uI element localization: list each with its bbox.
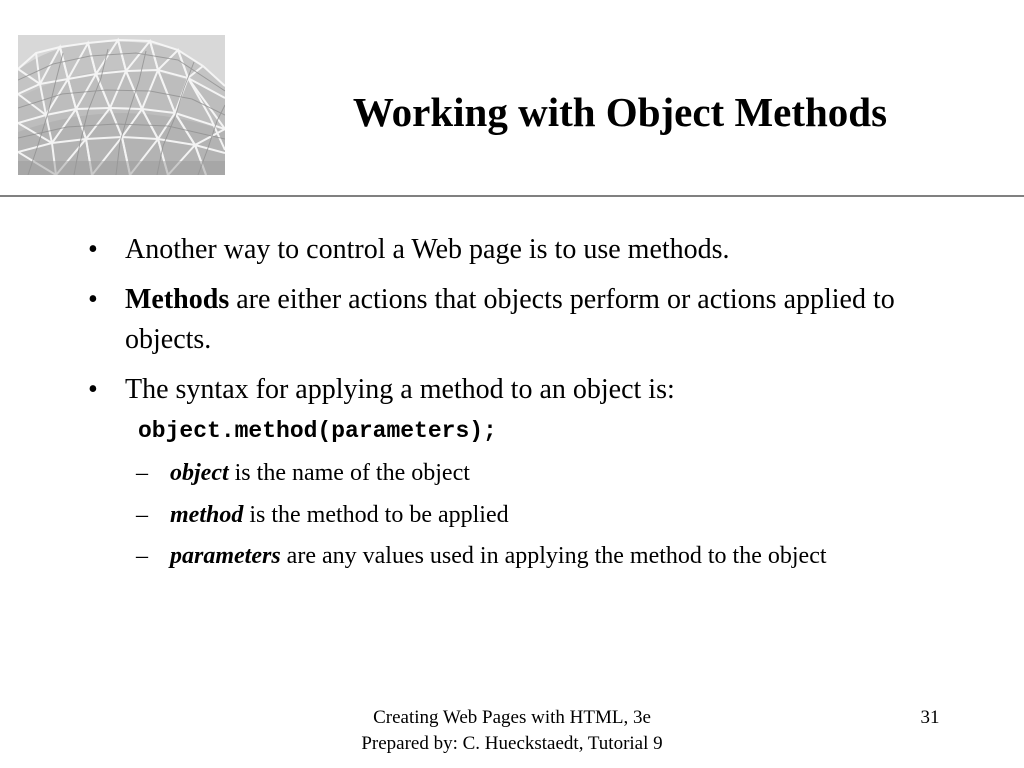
bullet-marker: •	[88, 234, 98, 265]
method-syntax-code: object.method(parameters);	[138, 418, 497, 444]
bullet-text: The syntax for applying a method to an object is:	[125, 374, 675, 405]
page-number: 31	[920, 707, 940, 728]
bullet-marker: •	[88, 374, 98, 405]
sub-bullet-marker: –	[136, 460, 148, 486]
sub-bullet-marker: –	[136, 502, 148, 528]
bullet-text	[125, 280, 935, 360]
method-definition: is the method to be applied	[243, 502, 509, 528]
bullet-text: Another way to control a Web page is to use methods.	[125, 234, 730, 265]
methods-term: Methods	[125, 284, 230, 315]
slide-title: Working with Object Methods	[352, 89, 888, 135]
object-term: object	[170, 460, 229, 486]
methods-definition: are either actions that objects perform or actions applied to objects.	[125, 284, 895, 355]
geodesic-dome-graphic	[18, 35, 225, 175]
parameters-term: parameters	[170, 543, 281, 569]
footer-course-line: Creating Web Pages with HTML, 3e	[373, 707, 651, 728]
title-divider	[0, 195, 1024, 197]
footer-author-line: Prepared by: C. Hueckstaedt, Tutorial 9	[361, 733, 663, 754]
geodesic-dome-photo-icon	[18, 35, 225, 175]
slide-footer	[300, 705, 724, 757]
object-definition: is the name of the object	[228, 460, 470, 486]
parameters-definition: are any values used in applying the method to the object	[280, 543, 827, 569]
sub-bullet-text	[170, 456, 890, 490]
bullet-marker: •	[88, 284, 98, 315]
method-term: method	[170, 502, 244, 528]
sub-bullet-text	[170, 498, 890, 532]
sub-bullet-marker: –	[136, 543, 148, 569]
sub-bullet-text	[170, 539, 890, 573]
